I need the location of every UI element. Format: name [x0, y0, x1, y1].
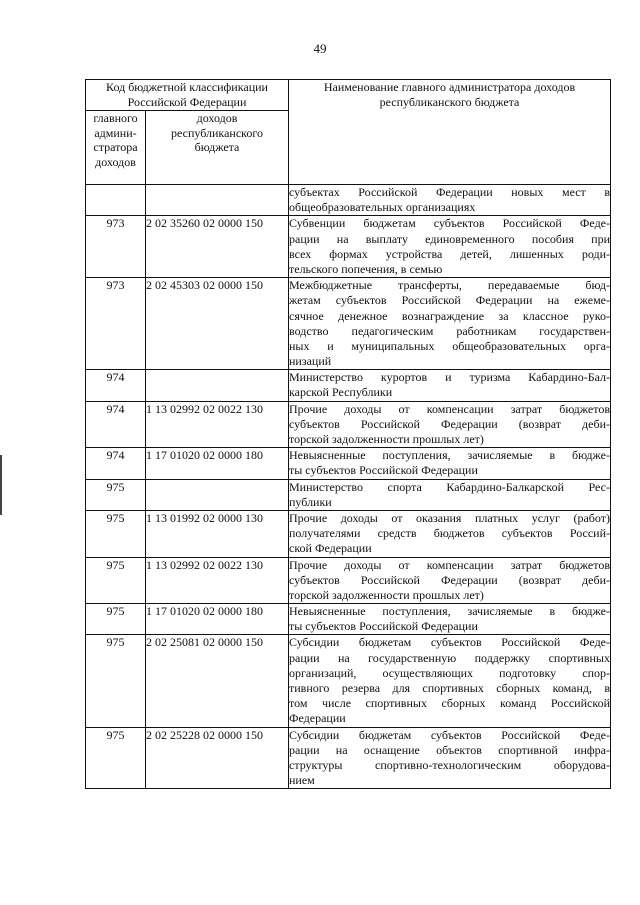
name-line: публики [289, 494, 332, 509]
name-line: субъектов Российской Федерации (возврат деби- [289, 572, 610, 587]
name-line: Субсидии бюджетам субъектов Российской Феде- [289, 635, 610, 650]
name-line: Прочие доходы от компенсации затрат бюджетов [289, 401, 610, 416]
name-line: субъектах Российской Федерации новых мест в [289, 185, 610, 199]
table-body [86, 185, 611, 789]
administrator-name-cell [289, 185, 611, 216]
admin-code-cell: 973 [86, 216, 146, 278]
name-line: Субсидии бюджетам субъектов Российской Феде- [289, 727, 610, 742]
name-line: субъектов Российской Федерации (возврат деби- [289, 416, 610, 431]
header-group-line: Российской Федерации [127, 94, 247, 109]
admin-code-cell [86, 185, 146, 216]
income-code-cell: 2 02 45303 02 0000 150 [146, 278, 289, 370]
income-code-cell: 1 13 01992 02 0000 130 [146, 510, 289, 557]
admin-code-cell: 974 [86, 370, 146, 401]
header-chief-administrator [86, 111, 146, 185]
table-row [86, 604, 611, 635]
name-line: рации на государственную поддержку спортивных [289, 650, 610, 665]
table-row [86, 448, 611, 479]
header-income-line: доходов [196, 111, 238, 125]
administrator-name-cell [289, 510, 611, 557]
name-line: карской Республики [289, 385, 393, 400]
header-admin-line: админи- [94, 125, 137, 140]
name-line: торской задолженности прошлых лет) [289, 432, 484, 446]
header-group-line: Код бюджетной классификации [106, 80, 268, 94]
name-line: ты субъектов Российской Федерации [289, 619, 478, 634]
name-line: тельского попечения, в семью [289, 261, 443, 276]
administrator-name-cell [289, 401, 611, 448]
name-line: рации на оснащение объектов спортивной инфра- [289, 742, 610, 757]
name-line: организаций, осуществляющих подготовку спор- [289, 665, 610, 680]
admin-code-cell: 974 [86, 448, 146, 479]
admin-code-cell: 975 [86, 635, 146, 727]
income-code-cell: 1 17 01020 02 0000 180 [146, 448, 289, 479]
table-row [86, 216, 611, 278]
administrator-name-cell [289, 479, 611, 510]
name-line: Межбюджетные трансферты, передаваемые бюд- [289, 278, 610, 293]
header-administrator-name [289, 80, 611, 185]
header-income-line: бюджета [194, 140, 240, 155]
income-code-cell: 1 17 01020 02 0000 180 [146, 604, 289, 635]
income-code-cell: 2 02 25081 02 0000 150 [146, 635, 289, 727]
header-admin-line: доходов [95, 154, 136, 169]
income-code-cell: 2 02 25228 02 0000 150 [146, 727, 289, 789]
admin-code-cell: 975 [86, 727, 146, 789]
name-line: Федерации [289, 711, 346, 726]
name-line: Субвенции бюджетам субъектов Российской Феде- [289, 216, 610, 231]
name-line: ных и муниципальных общеобразовательных орга- [289, 338, 610, 353]
name-line: нием [289, 773, 315, 788]
table-row [86, 510, 611, 557]
name-line: рации на выплату единовременного пособия при [289, 231, 610, 246]
admin-code-cell: 975 [86, 479, 146, 510]
header-income-line: республиканского [171, 125, 263, 140]
table-row [86, 278, 611, 370]
header-admin-line: главного [93, 111, 138, 125]
name-line: Прочие доходы от компенсации затрат бюджетов [289, 557, 610, 572]
table-row [86, 370, 611, 401]
name-line: общеобразовательных организациях [289, 200, 476, 215]
administrator-name-cell [289, 635, 611, 727]
table-row [86, 185, 611, 216]
administrator-name-cell [289, 370, 611, 401]
table-row [86, 479, 611, 510]
admin-code-cell: 975 [86, 510, 146, 557]
name-line: сячное денежное вознаграждение за классное руко- [289, 308, 610, 323]
name-line: Министерство спорта Кабардино-Балкарской Рес- [289, 479, 610, 494]
income-code-cell [146, 370, 289, 401]
income-code-cell: 1 13 02992 02 0022 130 [146, 557, 289, 604]
header-income-code [146, 111, 289, 185]
name-line: Прочие доходы от оказания платных услуг (работ) [289, 510, 610, 525]
income-code-cell [146, 185, 289, 216]
table-row [86, 557, 611, 604]
income-code-cell [146, 479, 289, 510]
admin-code-cell: 975 [86, 557, 146, 604]
administrator-name-cell [289, 278, 611, 370]
name-line: низаций [289, 354, 332, 369]
header-name-line: Наименование главного администратора доходов [323, 80, 576, 94]
admin-code-cell: 973 [86, 278, 146, 370]
name-line: Министерство курортов и туризма Кабардино-Бал- [289, 370, 610, 385]
income-code-cell: 1 13 02992 02 0022 130 [146, 401, 289, 448]
scan-edge-mark [0, 455, 2, 515]
name-line: Невыясненные поступления, зачисляемые в бюдже- [289, 604, 610, 619]
table-row [86, 727, 611, 789]
budget-classification-table [85, 79, 611, 789]
name-line: всех формах устройства детей, лишенных роди- [289, 246, 610, 261]
table-row [86, 635, 611, 727]
income-code-cell: 2 02 35260 02 0000 150 [146, 216, 289, 278]
name-line: водство педагогическим работникам государствен- [289, 323, 610, 338]
name-line: тивного резерва для спортивных сборных команд, в [289, 681, 610, 695]
name-line: Невыясненные поступления, зачисляемые в бюдже- [289, 448, 610, 463]
name-line: том числе спортивных сборных команд Российской [289, 696, 610, 711]
name-line: получателями средств бюджетов субъектов Россий- [289, 526, 610, 541]
name-line: ской Федерации [289, 541, 372, 556]
administrator-name-cell [289, 557, 611, 604]
header-budget-classification [86, 80, 289, 111]
header-admin-line: стратора [93, 140, 138, 155]
admin-code-cell: 975 [86, 604, 146, 635]
table-row [86, 401, 611, 448]
name-line: торской задолженности прошлых лет) [289, 587, 484, 602]
administrator-name-cell [289, 727, 611, 789]
admin-code-cell: 974 [86, 401, 146, 448]
name-line: ты субъектов Российской Федерации [289, 463, 478, 478]
administrator-name-cell [289, 604, 611, 635]
name-line: структуры спортивно-технологическим оборудова- [289, 757, 610, 772]
administrator-name-cell [289, 216, 611, 278]
name-line: жетам субъектов Российской Федерации на ежеме- [289, 293, 610, 308]
header-name-line: республиканского бюджета [379, 94, 520, 109]
administrator-name-cell [289, 448, 611, 479]
page-number: 49 [313, 41, 327, 56]
